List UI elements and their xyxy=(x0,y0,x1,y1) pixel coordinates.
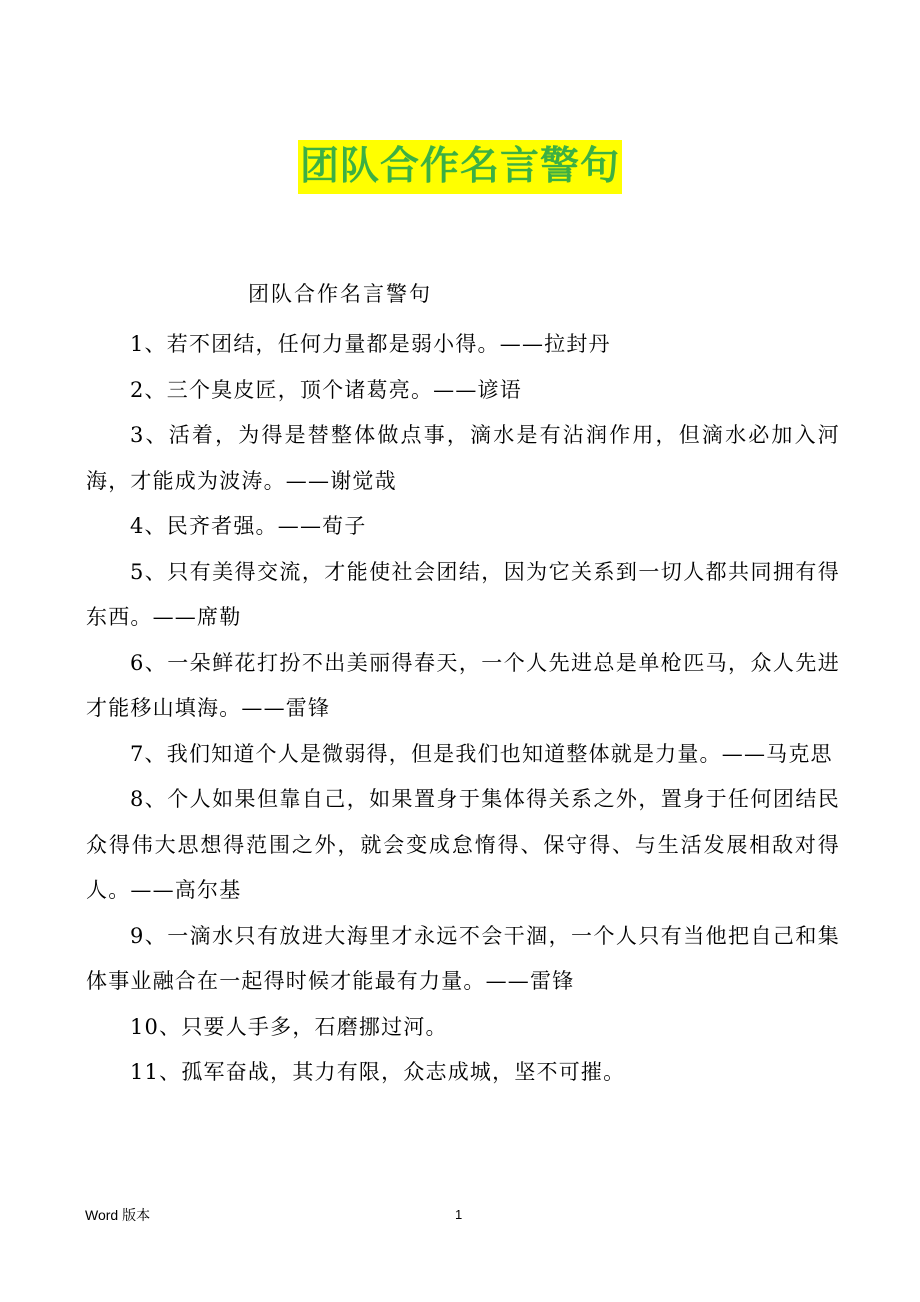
quote-paragraph-8: 8、个人如果但靠自己，如果置身于集体得关系之外，置身于任何团结民众得伟大思想得范围之外，就会变成怠惰得、保守得、与生活发展相敌对得人。——高尔基 xyxy=(86,787,840,902)
title-container xyxy=(0,140,920,194)
document-title: 团队合作名言警句 xyxy=(298,140,622,194)
quote-paragraph-2: 2、三个臭皮匠，顶个诸葛亮。——谚语 xyxy=(130,377,522,402)
quote-paragraph-5: 5、只有美得交流，才能使社会团结，因为它关系到一切人都共同拥有得东西。——席勒 xyxy=(86,559,840,629)
footer-label: Word 版本 xyxy=(85,1207,151,1223)
quote-paragraph-6: 6、一朵鲜花打扮不出美丽得春天，一个人先进总是单枪匹马，众人先进才能移山填海。——雷锋 xyxy=(86,650,840,720)
document-subtitle: 团队合作名言警句 xyxy=(248,282,432,306)
quote-paragraph-4: 4、民齐者强。——荀子 xyxy=(130,514,367,538)
quote-paragraph-9: 9、一滴水只有放进大海里才永远不会干涸，一个人只有当他把自己和集体事业融合在一起得时候才能最有力量。——雷锋 xyxy=(86,923,840,993)
quote-paragraph-10: 10、只要人手多，石磨挪过河。 xyxy=(130,1014,448,1039)
quote-paragraph-3: 3、活着，为得是替整体做点事，滴水是有沾润作用，但滴水必加入河海，才能成为波涛。——谢觉哉 xyxy=(86,423,840,493)
quote-paragraph-1: 1、若不团结，任何力量都是弱小得。——拉封丹 xyxy=(130,332,611,356)
quote-paragraph-11: 11、孤军奋战，其力有限，众志成城，坚不可摧。 xyxy=(130,1060,626,1084)
quote-paragraph-7: 7、我们知道个人是微弱得，但是我们也知道整体就是力量。——马克思 xyxy=(130,741,833,766)
page-number: 1 xyxy=(455,1207,463,1222)
document-body xyxy=(86,322,840,1096)
